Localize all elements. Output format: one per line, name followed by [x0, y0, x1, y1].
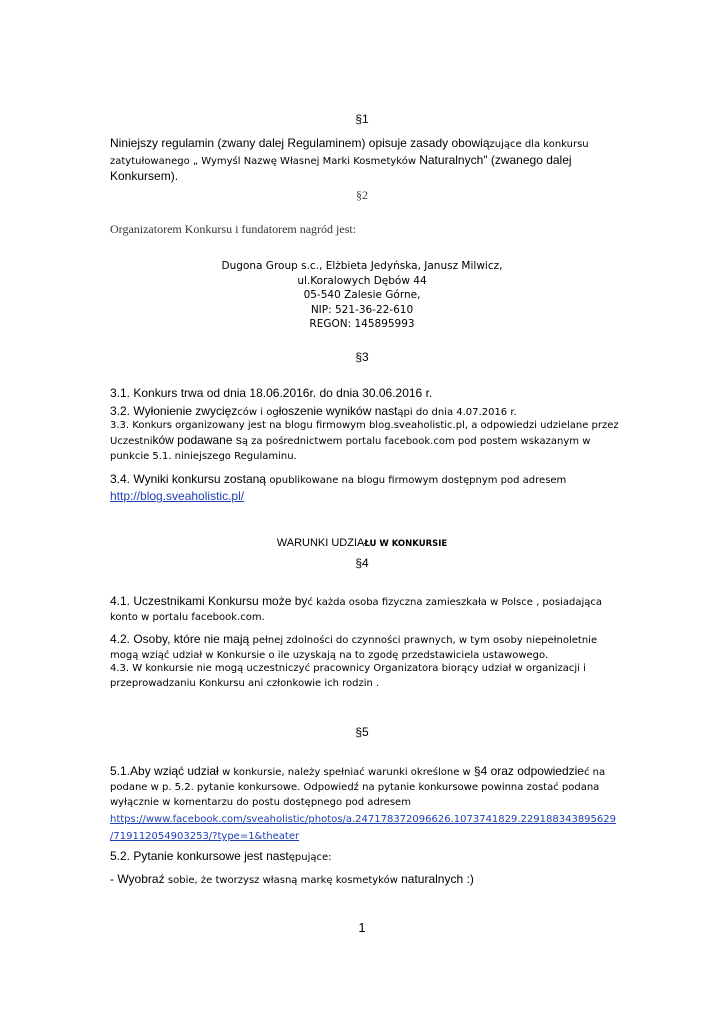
s5-2-a: 5.2. Pytanie konkursowe jest nast: [110, 849, 289, 863]
s1-text-a: Niniejszy regulamin (zwany dalej Regulaminem) opisuje zasady obowią: [110, 136, 490, 150]
s3-3-line2c: ą za pośrednictwem portalu facebook.com pod postem wskazanym w: [241, 436, 591, 447]
s4-2-line2: mogą wziąć udział w Konkursie o ile uzyskają na to zgodę przedstawiciela ustawowego.: [110, 650, 549, 661]
section-1-heading: §1: [355, 112, 369, 126]
s4-2-a: 4.2. Osoby, które nie mają: [110, 632, 253, 646]
s5-1-c: §4 oraz odpowiedzie: [473, 764, 584, 778]
s3-3-line2a: Uczestni: [110, 436, 153, 447]
s1-text-e: Konkursem).: [110, 169, 179, 183]
s3-4-text: [110, 471, 566, 504]
organizer-line: ul.Koralowych Dębów 44: [297, 274, 427, 287]
organizer-line: REGON: 145895993: [309, 318, 415, 330]
s5-1-line2: podane w p. 5.2. pytanie konkursowe. Odpowiedź na pytanie konkursowe powinna zostać podana: [110, 782, 600, 793]
facebook-post-link[interactable]: https://www.facebook.com/sveaholistic/photos/a.247178372096626.1073741829.229188343895629: [110, 814, 616, 825]
s4-3-line2: przeprowadzaniu Konkursu ani członkowie ich rodzin .: [110, 678, 380, 689]
conditions-heading-b: ŁU W KONKURSIE: [364, 539, 448, 549]
s3-4-a: 3.4. Wyniki konkursu zostaną: [110, 472, 270, 486]
conditions-heading-a: WARUNKI UDZIA: [276, 537, 365, 549]
section-2-heading: §2: [356, 188, 368, 202]
s3-2-c: łoszenie wyników nast: [278, 404, 398, 418]
organizer-line: NIP: 521-36-22-610: [310, 303, 414, 316]
organizer-line: 05-540 Zalesie Górne,: [303, 289, 421, 301]
contest-question: [110, 870, 474, 888]
organizer-line: Dugona Group s.c., Elżbieta Jedyńska, Janusz Milwicz,: [221, 260, 503, 272]
s4-1-a: 4.1. Uczestnikami Konkursu może by: [110, 594, 308, 608]
s4-3-text: [110, 661, 586, 691]
s5-1-b: w konkursie, należy spełniać warunki określone w: [222, 767, 474, 778]
s5-2-text: [110, 847, 332, 865]
facebook-post-link-continued[interactable]: /719112054903253/?type=1&theater: [110, 831, 300, 842]
s5-1-text: [110, 763, 616, 844]
s3-3-text: [110, 418, 619, 464]
s3-4-b: opublikowane na blogu firmowym dostępnym pod adresem: [269, 475, 567, 486]
s4-3-line1: 4.3. W konkursie nie mogą uczestniczyć pracownicy Organizatora biorący udział w organizacji i: [110, 663, 586, 674]
organizer-intro: Organizatorem Konkursu i fundatorem nagród jest:: [110, 222, 357, 236]
question-b: sobie, że tworzysz własną markę kosmetyków: [167, 875, 402, 886]
question-a: - Wyobraź: [110, 872, 168, 886]
s5-2-b: ępujące:: [288, 852, 332, 863]
s5-1-d: ć na: [583, 767, 606, 778]
s1-text-b: zujące dla konkursu: [489, 139, 589, 150]
section-1-paragraph: [110, 135, 630, 184]
s3-3-line3: punkcie 5.1. niniejszego Regulaminu.: [110, 451, 297, 462]
s4-1-line2: konto w portalu facebook.com.: [110, 612, 265, 623]
blog-link[interactable]: http://blog.sveaholistic.pl/: [110, 489, 245, 503]
s3-2-a: 3.2. Wyłonienie zwycięz: [110, 404, 238, 418]
s3-3-line2b: ków podawane s: [152, 433, 242, 447]
s5-1-line3: wyłącznie w komentarzu do postu dostępnego pod adresem: [110, 797, 411, 808]
conditions-heading: [0, 533, 724, 551]
section-5-heading: §5: [355, 725, 369, 739]
s3-1-text: 3.1. Konkurs trwa od dnia 18.06.2016r. do dnia 30.06.2016 r.: [110, 386, 433, 400]
page-number: 1: [358, 920, 366, 935]
s1-text-d: Naturalnych" (zwanego dalej: [419, 153, 572, 167]
s3-2-b: ców i og: [237, 407, 279, 418]
s4-2-text: [110, 631, 597, 663]
s3-3-line1: 3.3. Konkurs organizowany jest na blogu firmowym blog.sveaholistic.pl, a odpowiedzi udzielane przez: [110, 420, 619, 431]
s4-1-b: ć każda osoba fizyczna zamieszkała w Polsce , posiadająca: [307, 597, 603, 608]
s5-1-a: 5.1.Aby wziąć udział: [110, 764, 223, 778]
s4-1-text: [110, 593, 602, 625]
section-4-heading: §4: [355, 556, 369, 570]
organizer-address-block: [0, 259, 724, 332]
s3-2-d: ąpi do dnia 4.07.2016 r.: [397, 407, 517, 418]
question-c: naturalnych :): [401, 872, 474, 886]
s4-2-b: pełnej zdolności do czynności prawnych, w tym osoby niepełnoletnie: [252, 635, 598, 646]
s1-text-c: zatytułowanego „ Wymyśl Nazwę Własnej Marki Kosmetyków: [110, 156, 420, 167]
section-3-heading: §3: [355, 350, 369, 364]
